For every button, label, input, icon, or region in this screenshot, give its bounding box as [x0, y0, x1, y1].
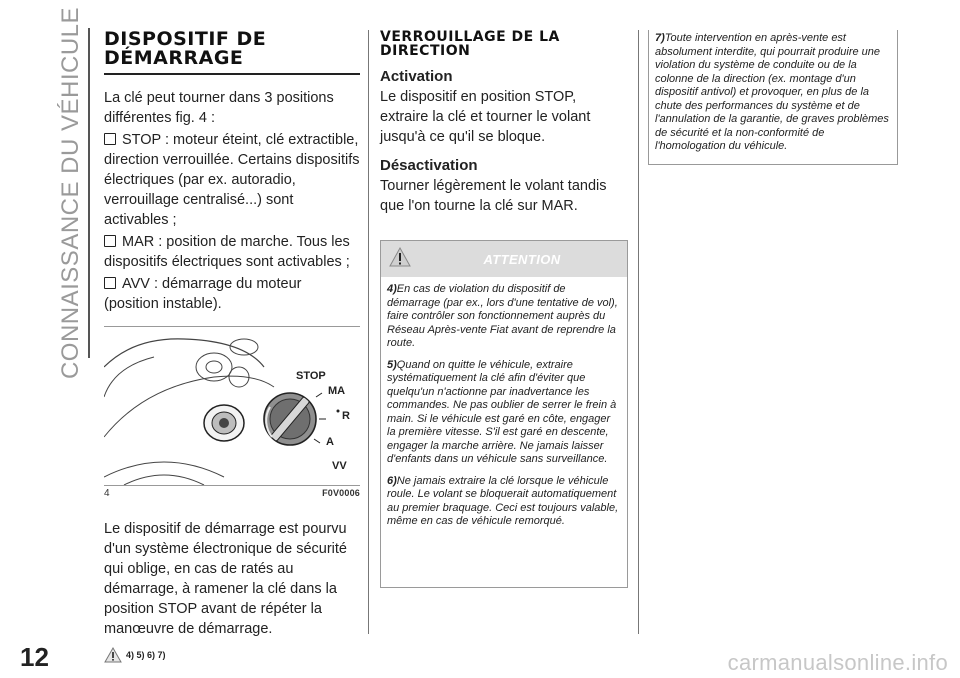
warning-header [381, 241, 627, 277]
label-stop: STOP [296, 369, 326, 382]
warning-note-7: 7)Toute intervention en après-vente est absolument interdite, qui pourrait produire une violation du système de conduite ou de la colonne de la direction (ex. montage d'un dispositif antivol) et provoquer, en plus de la chute des performances du système et de l'annulation de la garantie, de graves problèmes de sécurité et la non-conformité de l'homologation du véhicule. [655, 32, 889, 152]
bullet-avv-text: AVV : démarrage du moteur (position instable). [104, 275, 302, 312]
checkbox-square-icon [104, 235, 116, 247]
column-continued-warning [648, 30, 898, 165]
bullet-stop-text: STOP : moteur éteint, clé extractible, direction verrouillée. Certains dispositifs électriques (par ex. autoradio, verrouillage centralisé...) sont activables ; [104, 131, 360, 228]
warning-box [380, 240, 628, 588]
figure-number: 4 [104, 487, 110, 499]
bullet-stop [104, 130, 360, 230]
warning-label: ATTENTION [483, 251, 561, 267]
column-divider-2 [638, 30, 639, 634]
side-section-title-text: CONNAISSANCE DU VÉHICULE [57, 6, 85, 380]
label-a: A [326, 435, 334, 448]
section-title-line1: DISPOSITIF DE [104, 28, 267, 50]
warning-note-6: 6)Ne jamais extraire la clé lorsque le véhicule roule. Le volant se bloquerait automatiquement au premier braquage. Ceci est toujours valable, même en cas de véhicule remorqué. [387, 474, 619, 527]
side-section-title [56, 6, 86, 380]
warning-triangle-icon [389, 247, 411, 267]
warning-note-5: 5)Quand on quitte le véhicule, extraire systématiquement la clé afin d'éviter que quelqu'un n'actionne par inadvertance les commandes. Ne pas oublier de serrer le frein à main. Si le véhicule est garé en côte, engager la première vitesse. S'il est garé en descente, engager la marche arrière. Ne jamais laisser d'enfants dans un véhicule sans surveillance. [387, 358, 617, 465]
intro-paragraph: La clé peut tourner dans 3 positions différentes fig. 4 : [104, 89, 334, 126]
side-rule [88, 28, 90, 358]
activation-paragraph: Le dispositif en position STOP, extraire la clé et tourner le volant jusqu'à ce qu'il se bloque. [380, 89, 591, 145]
page-number: 12 [20, 642, 49, 672]
column-steering-lock [380, 30, 628, 588]
column-starting-device [104, 30, 360, 663]
bullet-mar [104, 232, 360, 272]
bullet-avv [104, 274, 360, 314]
warning-references [104, 647, 360, 663]
section-title-underline [104, 73, 360, 75]
warning-note-4: 4)En cas de violation du dispositif de démarrage (par ex., lors d'une tentative de vol), faire contrôler son fonctionnement auprès du Réseau Après-vente Fiat avant de reprendre la route. [387, 283, 618, 349]
checkbox-square-icon [104, 277, 116, 289]
warning-references-text: 4) 5) 6) 7) [126, 649, 166, 660]
warning-triangle-icon [104, 647, 122, 663]
label-ma: MA [328, 384, 346, 397]
watermark: carmanualsonline.info [727, 650, 948, 675]
bullet-mar-text: MAR : position de marche. Tous les dispositifs électriques sont activables ; [104, 233, 350, 270]
section-title-line1: VERROUILLAGE DE LA [380, 29, 560, 45]
figure-caption [104, 488, 360, 499]
deactivation-paragraph: Tourner légèrement le volant tandis que l'on tourne la clé sur MAR. [380, 178, 607, 214]
section-title-steering-lock [380, 30, 628, 58]
label-r: R [342, 409, 350, 422]
activation-heading: Activation [380, 68, 453, 85]
label-vv: VV [332, 459, 347, 472]
column-divider-1 [368, 30, 369, 634]
figure-code: F0V0006 [322, 487, 360, 498]
ignition-switch-illustration [104, 327, 360, 485]
section-title-line2: DIRECTION [380, 43, 471, 59]
figure-ignition-switch [104, 326, 360, 486]
deactivation-heading: Désactivation [380, 157, 478, 174]
electronic-safety-paragraph: Le dispositif de démarrage est pourvu d'un système électronique de sécurité qui oblige, en cas de ratés au démarrage, à ramener la clé dans la position STOP avant de répéter la manœuvre de démarrage. [104, 520, 347, 637]
checkbox-square-icon [104, 133, 116, 145]
section-title-starting-device [104, 30, 360, 68]
warning-box-continued [648, 30, 898, 165]
section-title-line2: DÉMARRAGE [104, 47, 244, 69]
